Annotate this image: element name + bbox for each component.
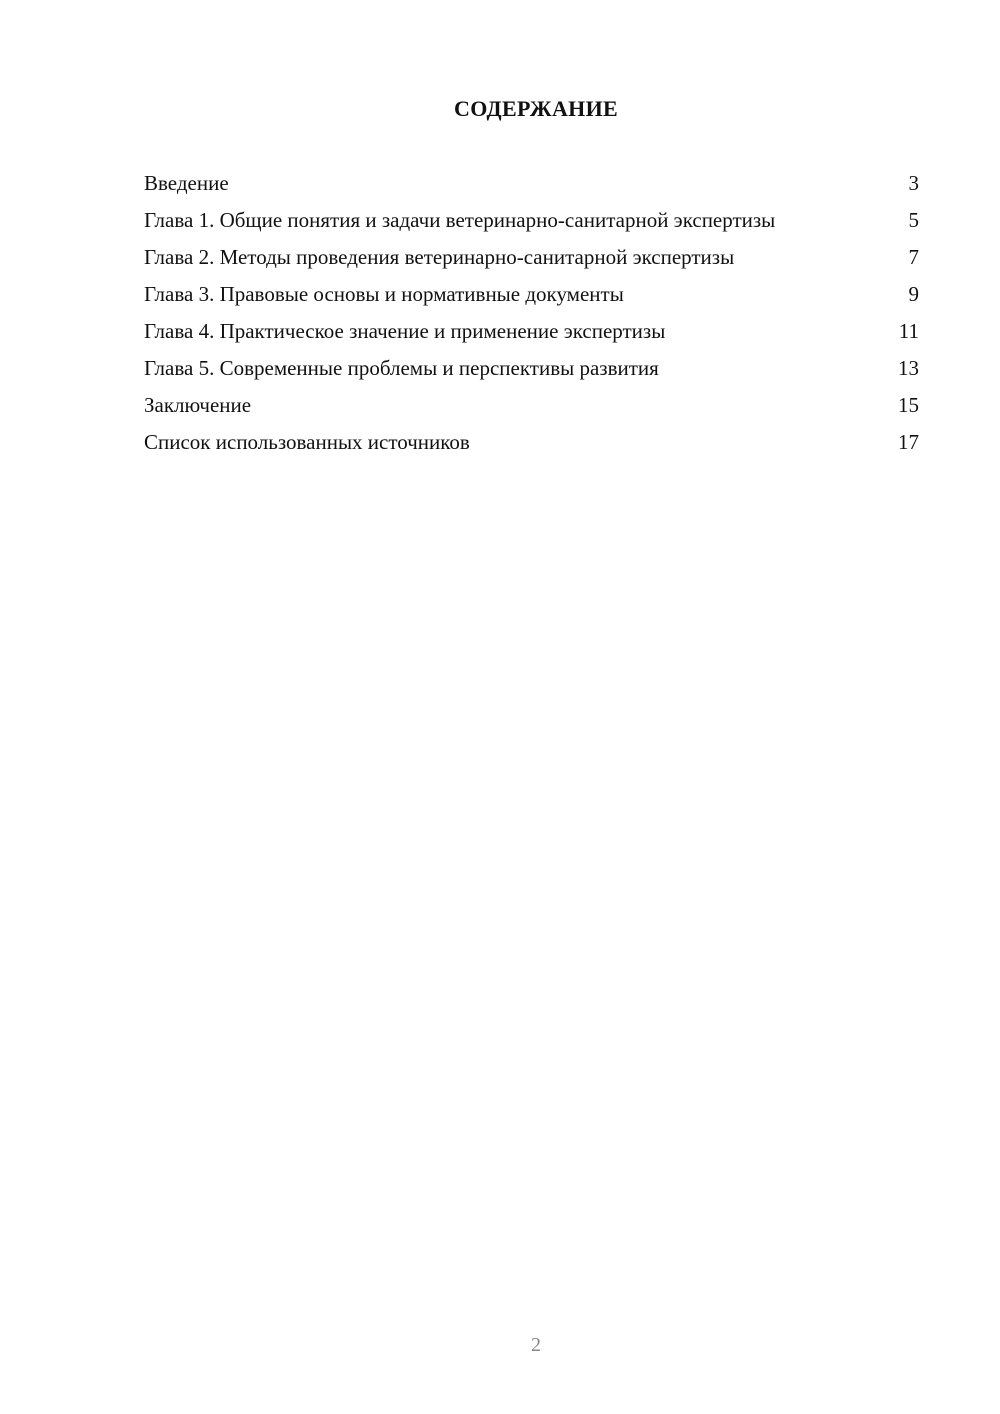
toc-entry-page: 11 [898,319,919,343]
toc-entry-label: Список использованных источников [144,430,470,454]
page-number: 2 [531,1334,541,1356]
toc-entry-page: 5 [908,208,919,232]
toc-entry-label: Глава 2. Методы проведения ветеринарно-санитарной экспертизы [144,245,735,269]
toc-entry-conclusion[interactable] [144,392,919,419]
toc-entry-chapter-3[interactable] [144,281,919,308]
toc-entry-page: 13 [898,356,919,380]
toc-entry-chapter-1[interactable] [144,207,919,234]
toc-entry-chapter-4[interactable] [144,318,919,345]
toc-entry-page: 17 [898,430,919,454]
toc-entry-label: Глава 3. Правовые основы и нормативные документы [144,282,624,306]
toc-entry-page: 3 [908,171,919,195]
toc-entry-label: Введение [144,171,229,195]
table-of-contents [144,170,919,466]
toc-entry-page: 9 [908,282,919,306]
toc-entry-label: Глава 5. Современные проблемы и перспективы развития [144,356,659,380]
toc-entry-page: 7 [908,245,919,269]
toc-entry-label: Глава 4. Практическое значение и применение экспертизы [144,319,666,343]
toc-entry-references[interactable] [144,429,919,456]
toc-entry-chapter-2[interactable] [144,244,919,271]
toc-entry-label: Глава 1. Общие понятия и задачи ветеринарно-санитарной экспертизы [144,208,776,232]
toc-entry-chapter-5[interactable] [144,355,919,382]
page-title: СОДЕРЖАНИЕ [454,96,618,121]
toc-entry-label: Заключение [144,393,252,417]
toc-entry-introduction[interactable] [144,170,919,197]
toc-entry-page: 15 [898,393,919,417]
